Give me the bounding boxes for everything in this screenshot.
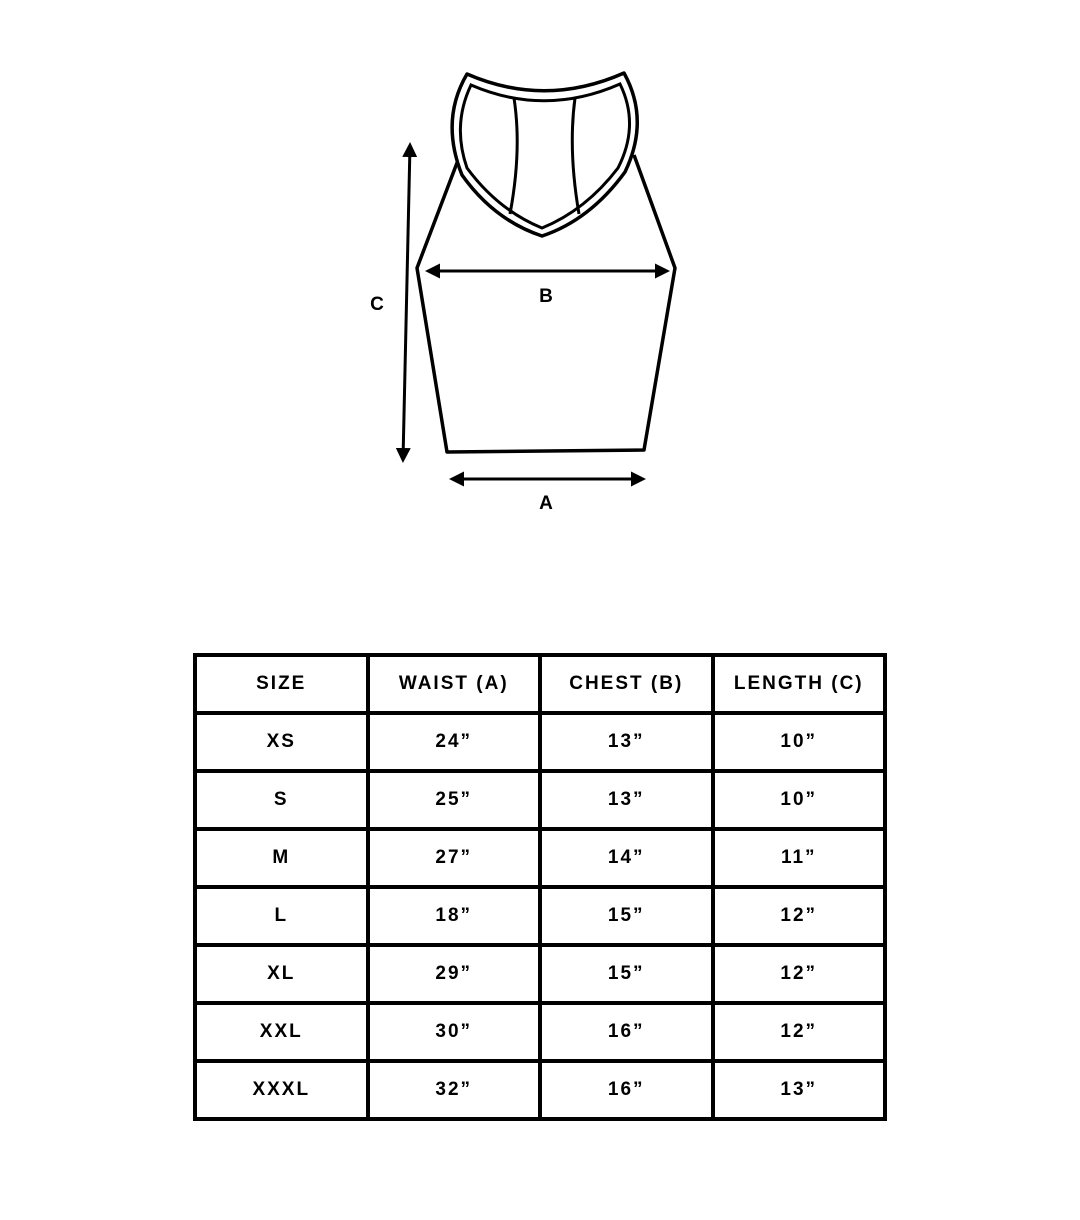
table-header-row	[195, 655, 885, 713]
label-c: C	[370, 294, 384, 315]
table-row	[195, 829, 885, 887]
table-row	[195, 1061, 885, 1119]
table-row	[195, 945, 885, 1003]
cell-chest: 15”	[540, 887, 713, 945]
cell-chest: 13”	[540, 771, 713, 829]
table-row	[195, 887, 885, 945]
cell-size: XXXL	[195, 1061, 368, 1119]
cell-length: 12”	[713, 887, 886, 945]
cell-length: 12”	[713, 945, 886, 1003]
cell-chest: 14”	[540, 829, 713, 887]
cell-chest: 16”	[540, 1003, 713, 1061]
label-b: B	[539, 286, 553, 307]
cell-size: XS	[195, 713, 368, 771]
label-a: A	[539, 493, 553, 514]
header-waist: WAIST (A)	[368, 655, 541, 713]
cell-size: L	[195, 887, 368, 945]
cell-waist: 30”	[368, 1003, 541, 1061]
cell-chest: 15”	[540, 945, 713, 1003]
cell-waist: 32”	[368, 1061, 541, 1119]
header-chest: CHEST (B)	[540, 655, 713, 713]
cell-chest: 13”	[540, 713, 713, 771]
cell-length: 10”	[713, 713, 886, 771]
cell-size: M	[195, 829, 368, 887]
cell-chest: 16”	[540, 1061, 713, 1119]
cell-waist: 27”	[368, 829, 541, 887]
table-row	[195, 713, 885, 771]
hood-inner-outline	[460, 84, 629, 228]
cell-size: S	[195, 771, 368, 829]
cell-length: 12”	[713, 1003, 886, 1061]
cell-size: XXL	[195, 1003, 368, 1061]
cell-length: 10”	[713, 771, 886, 829]
cell-waist: 18”	[368, 887, 541, 945]
cell-waist: 29”	[368, 945, 541, 1003]
cell-length: 13”	[713, 1061, 886, 1119]
cell-waist: 24”	[368, 713, 541, 771]
hoodie-measurement-diagram	[0, 0, 1080, 560]
table-row	[195, 771, 885, 829]
cell-size: XL	[195, 945, 368, 1003]
length-arrow	[403, 145, 410, 460]
header-size: SIZE	[195, 655, 368, 713]
header-length: LENGTH (C)	[713, 655, 886, 713]
cell-length: 11”	[713, 829, 886, 887]
table-row	[195, 1003, 885, 1061]
size-chart-table	[193, 653, 887, 1121]
cell-waist: 25”	[368, 771, 541, 829]
